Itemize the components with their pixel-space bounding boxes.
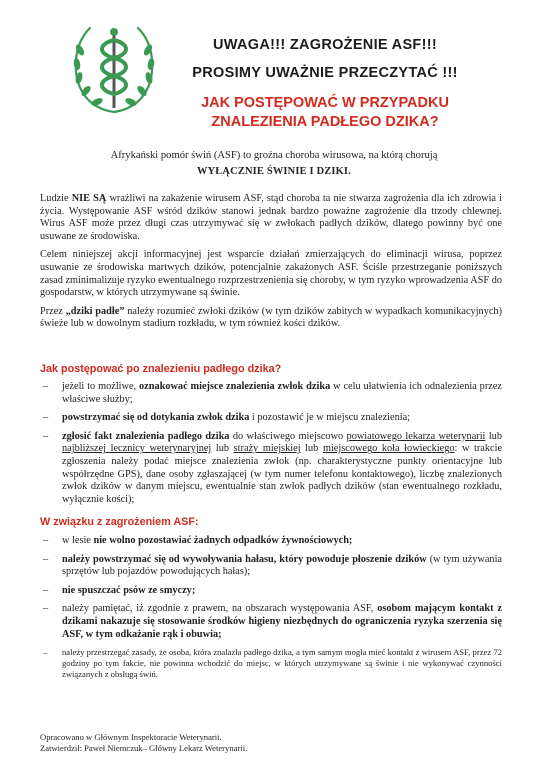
list-emphasis: zgłosić fakt znalezienia padłego dzika (62, 430, 230, 442)
paragraph-2: Celem niniejszej akcji informacyjnej jest wsparcie działań zmierzających do eliminacji wirusa, poprzez usuwanie ze środowiska martwych dzików, potencjalnie zakażonych ASF. Ściśle przestrzeganie poniższych zasad zminimalizuje ryzyko ewentualnego rozprzestrzenienia się choroby, w tym ryzyko wprowadzenia ASF do gospodarstw, w których utrzymywane są świnie. (40, 249, 502, 299)
list-dash: – (43, 535, 49, 546)
contact-city-guard: straży miejskiej (233, 443, 301, 455)
section-heading-found-boar: Jak postępować po znalezieniu padłego dzika? (40, 363, 282, 375)
list-text: (w tym używania sprzętów lub pojazdów powodujących hałas); (62, 553, 503, 578)
list-text: należy pamiętać, iż zgodnie z prawem, na obszarach występowania ASF, (62, 603, 378, 615)
section-heading-asf-threat: W związku z zagrożeniem ASF: (40, 516, 199, 528)
list-item (40, 585, 502, 598)
page-title (160, 94, 490, 132)
contact-vet-clinic: najbliższej lecznicy weterynaryjnej (62, 443, 212, 455)
veterinary-caduceus-logo (68, 20, 160, 118)
list-text: lub (211, 443, 234, 455)
list-text: w celu ułatwienia ich odnalezienia przez właściwe służby; (62, 381, 502, 405)
footer-prepared-by: Opracowano w Głównym Inspektoracie Weterynarii. (40, 732, 222, 742)
list-text: w lesie (62, 535, 94, 546)
page-title-line-1: JAK POSTĘPOWAĆ W PRZYPADKU (201, 95, 449, 111)
list-emphasis: nie wolno pozostawiać żadnych odpadków żywnościowych; (93, 535, 353, 546)
list-item (40, 431, 502, 507)
list-text: i pozostawić je w miejscu znalezienia; (249, 412, 411, 424)
list-text: należy przestrzegać zasady, że osoba, która znalazła padłego dzika, a tym samym mogła mieć kontakt z wirusem ASF, przez 72 godziny po tym fakcie, nie powinna wchodzić do miejsc, w których utrzymywane są świnie i nie wykonywać czynności związanych z obsługą świń. (62, 647, 502, 680)
list-emphasis: powstrzymać się od dotykania zwłok dzika (62, 412, 250, 424)
footer-approved-by: Zatwierdził: Paweł Niemczuk– Główny Lekarz Weterynarii. (40, 743, 248, 753)
page-title-line-2: ZNALEZIENIA PADŁEGO DZIKA? (211, 114, 439, 130)
list-item (40, 603, 502, 641)
intro-line-2: WYŁĄCZNIE ŚWINIE I DZIKI. (197, 166, 351, 177)
list-dash: – (43, 553, 49, 565)
list-dash: – (43, 412, 49, 424)
list-found-boar (40, 381, 502, 512)
body-text (40, 193, 502, 337)
footer-credits (40, 732, 440, 754)
list-item (40, 381, 502, 406)
paragraph-1 (40, 193, 502, 243)
list-dash: – (43, 381, 49, 392)
header-please-read: PROSIMY UWAŻNIE PRZECZYTAĆ !!! (192, 65, 458, 81)
list-item (40, 647, 502, 680)
p3-emphasis: „dziki padłe” (65, 305, 125, 317)
p1-emphasis: NIE SĄ (71, 193, 107, 204)
list-item (40, 554, 502, 579)
list-text: jeżeli to możliwe, (62, 381, 140, 392)
list-text: lub (485, 430, 502, 442)
list-asf-threat (40, 535, 502, 686)
list-emphasis: należy powstrzymać się od wywoływania hałasu, który powoduje płoszenie dzików (62, 553, 427, 565)
p3-text-a: Przez (40, 305, 66, 317)
paragraph-3 (40, 306, 502, 331)
list-text: : w trakcie zgłoszenia należy podać miejsce znalezienia zwłok (np. charakterystyczne punkty orientacyjne lub współrzędne GPS), dane osoby zgłaszającej (w tym numer telefonu kontaktowego), liczbę znalezionych zwłok dzików w danym miejscu, ewentualnie stan zwłok padłych dzików (stan ewentualnego rozkładu, wyłącznie kości); (62, 443, 503, 505)
p1-text-c: wrażliwi na zakażenie wirusem ASF, stąd choroba ta nie stwarza zagrożenia dla ich zdrowia i życia. Występowanie ASF wśród dzików stanowi jednak bardzo poważne zagrożenie dla trzody chlewnej. Wirus ASF może przez długi czas utrzymywać się w zwłokach padłych dzików, dlatego powinny być one usuwane ze środowiska. (40, 193, 502, 242)
list-dash: – (43, 430, 49, 442)
p1-text-a: Ludzie (40, 193, 72, 204)
list-item (40, 535, 502, 548)
list-emphasis: osobom mającym kontakt z dzikami nakazuje się stosowanie środków higieny niezbędnych do ograniczenia ryzyka szerzenia się ASF, w tym odkażanie rąk i obuwia; (62, 603, 503, 640)
intro-line-1: Afrykański pomór świń (ASF) to groźna choroba wirusowa, na którą chorują (110, 150, 438, 161)
intro-block (40, 148, 508, 180)
list-dash: – (43, 647, 48, 658)
contact-vet-officer: powiatowego lekarza weterynarii (346, 430, 486, 442)
list-text: do właściwego miejscowo (229, 430, 347, 442)
header-warning: UWAGA!!! ZAGROŻENIE ASF!!! (213, 37, 437, 53)
list-item (40, 412, 502, 425)
list-dash: – (43, 603, 49, 615)
contact-hunting-club: miejscowego koła łowieckiego (322, 443, 455, 455)
list-emphasis: nie spuszczać psów ze smyczy; (62, 584, 196, 596)
list-dash: – (43, 584, 49, 596)
list-emphasis: oznakować miejsce znalezienia zwłok dzika (139, 381, 331, 392)
p3-text-c: należy rozumieć zwłoki dzików (w tym dzików zabitych w wypadkach komunikacyjnych) świeże lub w dowolnym stadium rozkładu, w tym również kości dzików. (40, 305, 502, 330)
list-text: lub (300, 443, 323, 455)
